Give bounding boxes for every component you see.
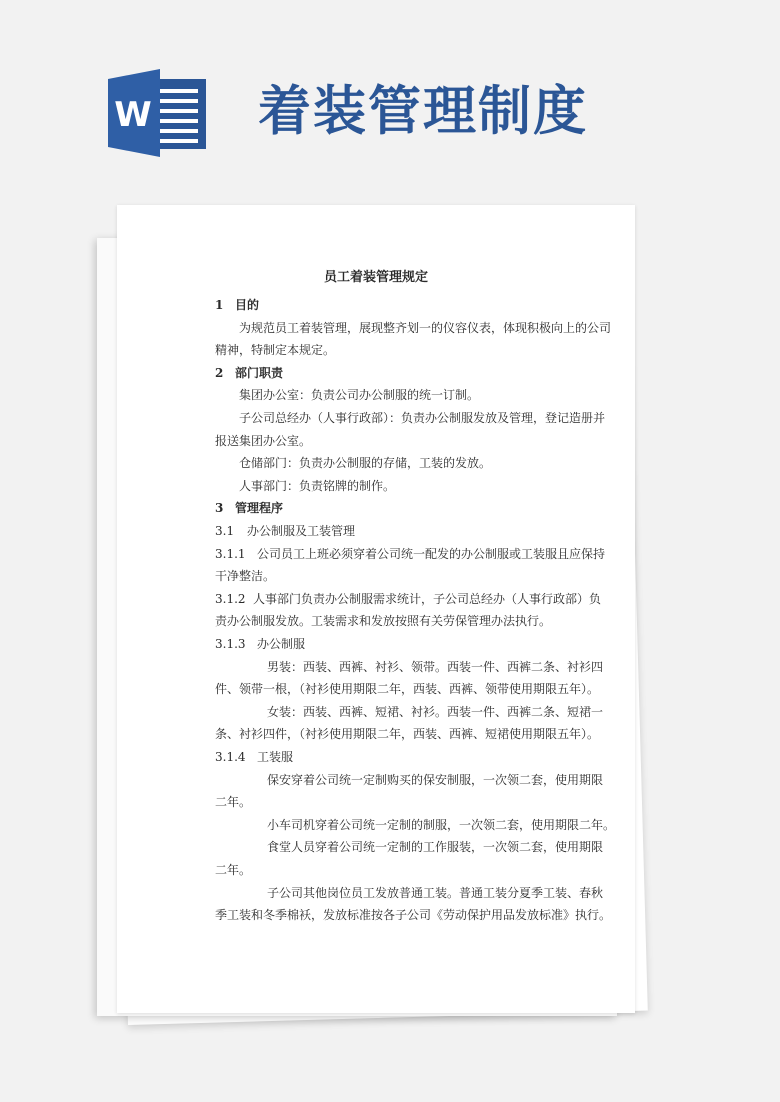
paragraph-line: 子公司总经办（人事行政部）：负责办公制服发放及管理，登记造册并 [239,411,606,425]
paragraph-line: 季工装和冬季棉袄，发放标准按各子公司《劳动保护用品发放标准》执行。 [215,908,612,923]
clause-label: 办公制服 [257,637,306,651]
subsection-label: 办公制服及工装管理 [247,524,356,538]
section-number: 1 [215,298,224,312]
document-page [117,205,635,1013]
paragraph-line: 人事部门：负责铭牌的制作。 [239,478,396,493]
subsection-number: 3.1 [215,524,235,538]
section-label: 目的 [235,298,260,312]
clause-number: 3.1.3 [215,637,246,651]
clause-label: 工装服 [257,750,294,764]
paragraph-line: 男装：西装、西裤、衬衫、领带。西装一件、西裤二条、衬衫四 [267,659,604,674]
paragraph-line: 食堂人员穿着公司统一定制的工作服装，一次领二套，使用期限 [267,840,604,855]
svg-text:W: W [114,95,152,135]
section-label: 部门职责 [235,365,284,380]
subsection-heading [215,746,590,769]
paragraph-line: 女装：西装、西裤、短裙、衬衫。西装一件、西裤二条、短裙一 [267,704,604,719]
clause-number: 3.1.4 [215,750,246,764]
paragraph-line: 条、衬衫四件，（衬衫使用期限二年，西装、西裤、短裙使用期限五年）。 [215,727,600,742]
paragraph-line: 小车司机穿着公司统一定制的制服，一次领二套，使用期限二年。 [267,817,616,832]
paragraph-line: 二年。 [215,795,252,810]
section-number: 2 [215,365,224,380]
paragraph-line: 报送集团办公室。 [215,433,312,448]
word-logo-icon [108,69,208,157]
section-label: 管理程序 [235,501,284,516]
section-heading [215,362,590,385]
section-heading [215,294,590,317]
subsection-heading [215,520,590,543]
paragraph-line: 件、领带一根，（衬衫使用期限二年，西装、西裤、领带使用期限五年）。 [215,682,600,697]
section-number: 3 [215,501,224,516]
paragraph-line [215,588,602,611]
paragraph-line: 集团办公室：负责公司办公制服的统一订制。 [239,388,480,403]
paragraph-line: 精神，特制定本规定。 [215,343,336,358]
doc-title: 员工着装管理规定 [323,270,428,285]
paragraph-line: 保安穿着公司统一定制购买的保安制服，一次领二套，使用期限 [267,772,604,787]
clause-text: 人事部门负责办公制服需求统计，子公司总经办（人事行政部）负 [253,591,602,606]
paragraph-line: 责办公制服发放。工装需求和发放按照有关劳保管理办法执行。 [215,614,552,629]
paragraph-line: 二年。 [215,863,252,877]
paragraph-line: 干净整洁。 [215,569,276,584]
clause-text: 公司员工上班必须穿着公司统一配发的办公制服或工装服且应保持 [257,546,606,561]
paragraph-line: 仓储部门：负责办公制服的存储，工装的发放。 [239,456,492,471]
clause-number: 3.1.1 [215,546,246,561]
paragraph-line [215,543,606,566]
section-heading [215,497,590,520]
clause-number: 3.1.2 [215,591,246,606]
paragraph-line: 子公司其他岗位员工发放普通工装。普通工装分夏季工装、春秋 [267,885,604,900]
subsection-heading [215,633,590,656]
banner-title: 着装管理制度 [258,80,588,142]
paragraph-line: 为规范员工着装管理，展现整齐划一的仪容仪表，体现积极向上的公司 [239,320,612,335]
